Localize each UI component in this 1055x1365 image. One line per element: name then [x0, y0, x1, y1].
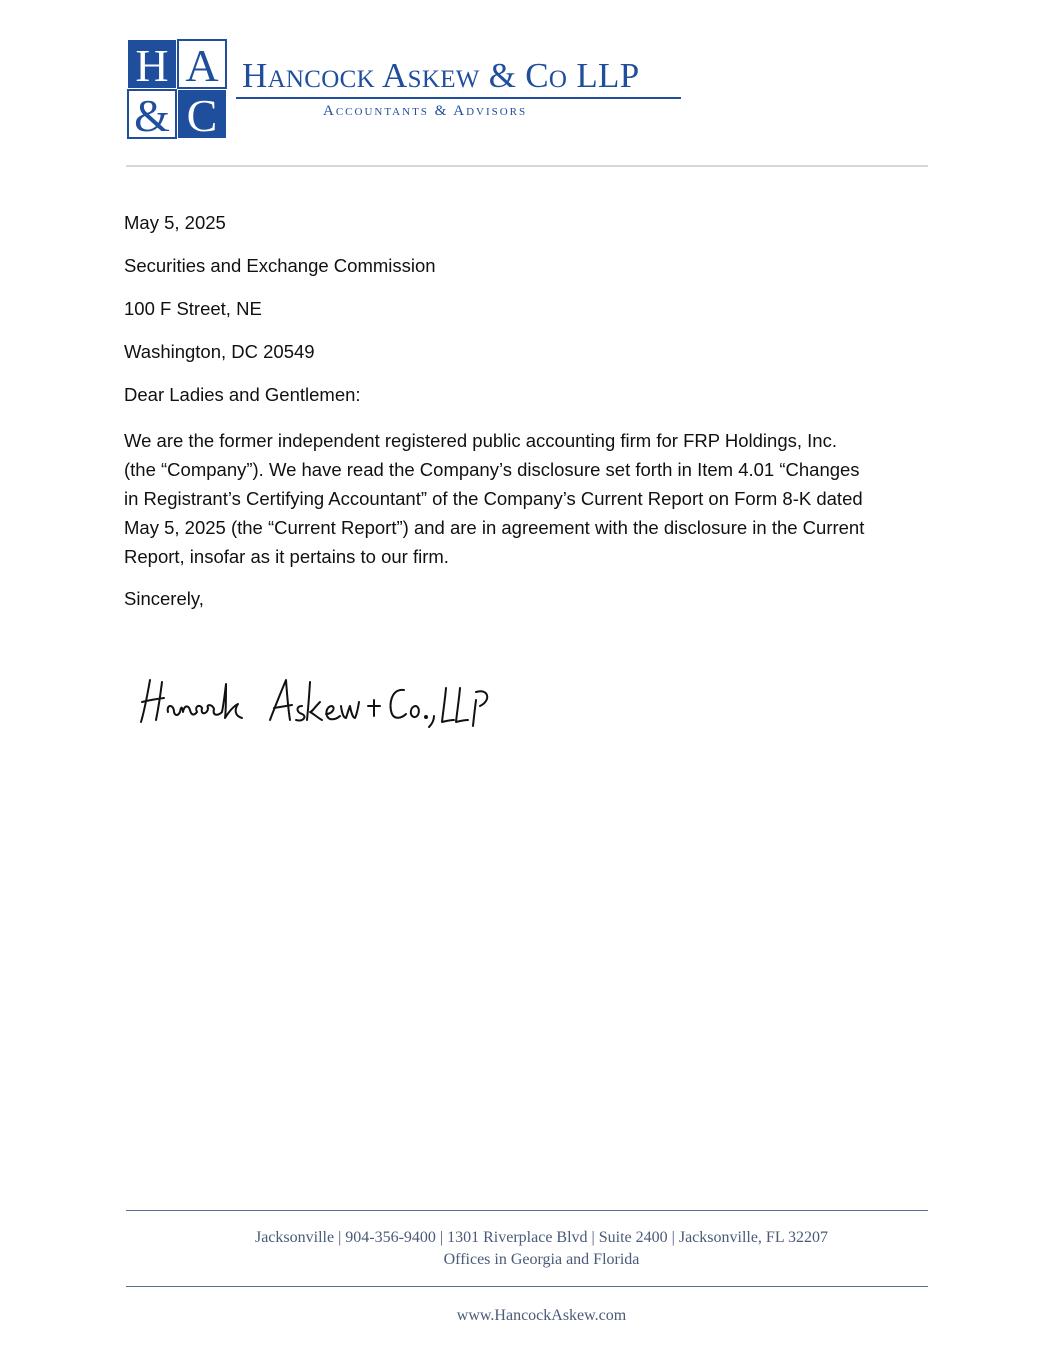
recipient-address-line1: 100 F Street, NE [124, 298, 262, 319]
recipient-name: Securities and Exchange Commission [124, 255, 436, 276]
recipient-address-line2: Washington, DC 20549 [124, 341, 315, 362]
letter-date: May 5, 2025 [124, 212, 226, 233]
letter-body-line: Report, insofar as it pertains to our firm. [124, 546, 449, 567]
firm-name: Hancock Askew & Co LLP [242, 56, 640, 95]
firm-logo-monogram [126, 38, 228, 140]
letter-body-line: May 5, 2025 (the “Current Report”) and are in agreement with the disclosure in the Current [124, 517, 865, 538]
svg-text:A: A [185, 40, 219, 91]
footer-website-link[interactable]: www.HancockAskew.com [456, 1307, 627, 1324]
letter-body-line: in Registrant’s Certifying Accountant” of the Company’s Current Report on Form 8-K dated [124, 488, 863, 509]
footer-contact-line: Jacksonville | 904-356-9400 | 1301 Riverplace Blvd | Suite 2400 | Jacksonville, FL 32207 [254, 1229, 829, 1246]
letter-body [124, 426, 924, 571]
logo-underline [236, 97, 681, 99]
firm-tagline: Accountants & Advisors [323, 103, 528, 119]
footer-offices-line: Offices in Georgia and Florida [443, 1251, 640, 1268]
handwritten-signature [136, 672, 492, 732]
svg-text:&: & [134, 90, 170, 140]
footer-divider-bottom [126, 1286, 928, 1287]
salutation: Dear Ladies and Gentlemen: [124, 384, 361, 405]
header-divider [126, 165, 928, 167]
svg-text:C: C [186, 90, 218, 140]
svg-text:H: H [135, 40, 169, 91]
letter-body-line: (the “Company”). We have read the Company’s disclosure set forth in Item 4.01 “Changes [124, 459, 860, 480]
footer-divider-top [126, 1210, 928, 1211]
closing: Sincerely, [124, 588, 204, 609]
letter-body-line: We are the former independent registered public accounting firm for FRP Holdings, Inc. [124, 430, 837, 451]
